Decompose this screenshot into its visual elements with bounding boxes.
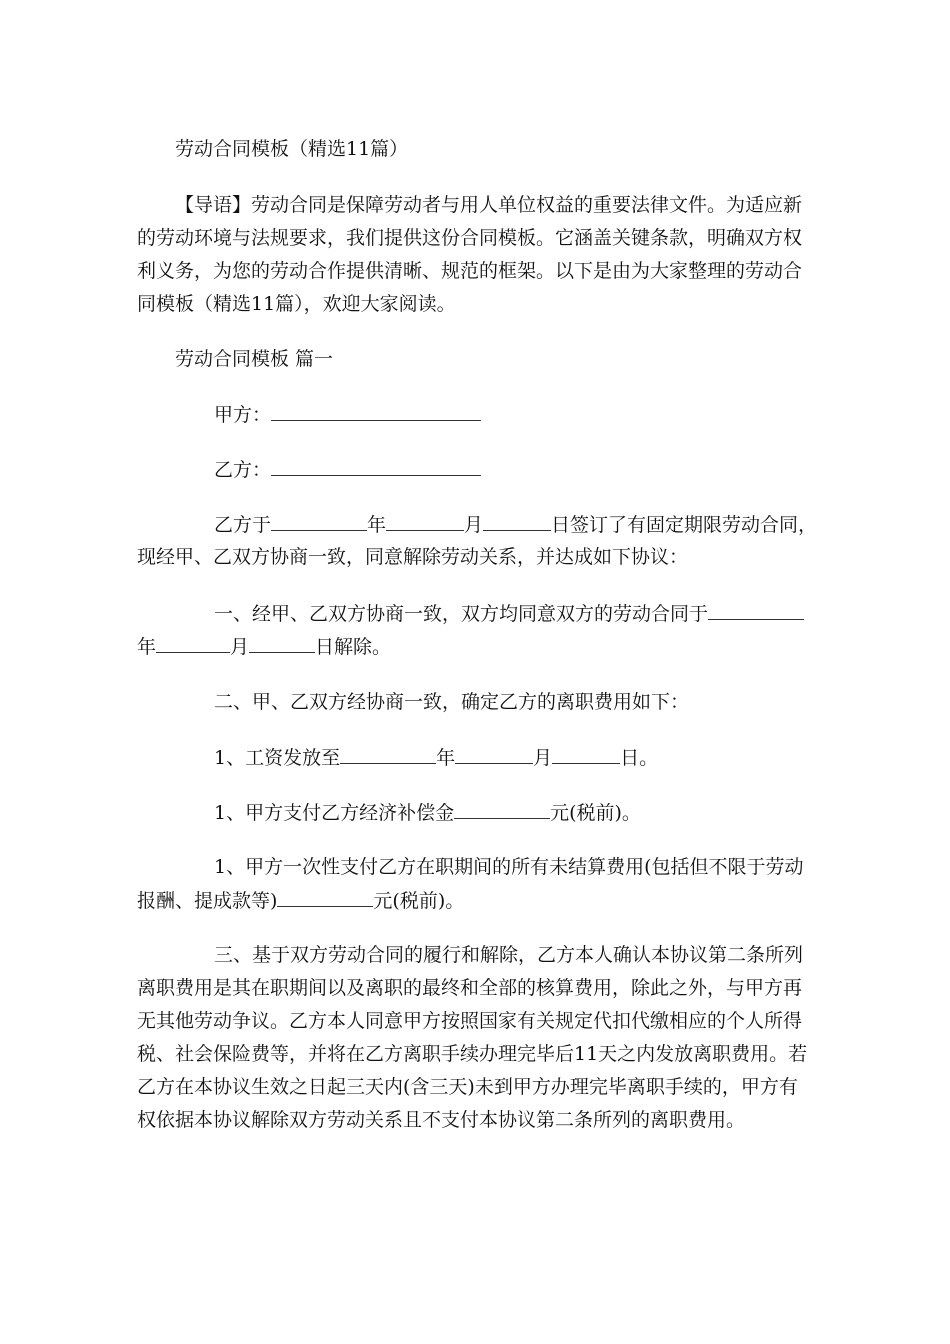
sign-day-suffix: 日签订了有固定期限劳动合同， (551, 514, 818, 536)
party-a-label: 甲方： (214, 404, 272, 426)
item-other-suffix: 元(税前)。 (373, 890, 465, 912)
clause-1-day-suffix: 日解除。 (315, 636, 392, 658)
sign-date-line (214, 512, 817, 537)
sign-year-blank (271, 512, 367, 531)
clause-1-line-2 (137, 634, 391, 659)
item-wage-prefix: 1、工资发放至 (214, 747, 341, 769)
item-wage-month-label: 月 (533, 747, 553, 769)
item-other-line-1: 1、甲方一次性支付乙方在职期间的所有未结算费用(包括但不限于劳动 (214, 856, 804, 878)
item-other-prefix: 报酬、提成款等) (137, 890, 278, 912)
clause-3-line-1: 三、基于双方劳动合同的履行和解除，乙方本人确认本协议第二条所列 (214, 944, 804, 966)
clause-3-line-4: 税、社会保险费等，并将在乙方离职手续办理完毕后11天之内发放离职费用。若 (137, 1043, 808, 1065)
item-wage-month-blank (455, 745, 533, 764)
clause-3-line-5: 乙方在本协议生效之日起三天内(含三天)未到甲方办理完毕离职手续的，甲方有 (137, 1076, 798, 1098)
item-wage-year-blank (340, 745, 436, 764)
sign-date-line-2: 现经甲、乙双方协商一致，同意解除劳动关系，并达成如下协议： (137, 546, 689, 568)
clause-3-line-2: 离职费用是其在职期间以及离职的最终和全部的核算费用，除此之外，与甲方再 (137, 977, 803, 999)
clause-1-year-blank (708, 601, 804, 620)
party-a-line (214, 402, 481, 427)
clause-1-month-label: 月 (230, 636, 250, 658)
item-other-amount-blank (277, 888, 373, 907)
item-other-line-2 (137, 888, 464, 913)
section-heading: 劳动合同模板 篇一 (175, 348, 334, 370)
item-wage-day-blank (552, 745, 620, 764)
item-wage-year-label: 年 (436, 747, 456, 769)
sign-month-blank (386, 512, 464, 531)
clause-1-line-1 (214, 601, 804, 626)
party-b-line (214, 457, 481, 482)
clause-1-day-blank (249, 634, 315, 653)
intro-line-2: 的劳动环境与法规要求，我们提供这份合同模板。它涵盖关键条款，明确双方权 (137, 227, 803, 249)
intro-line-4: 同模板（精选11篇），欢迎大家阅读。 (137, 293, 456, 315)
item-comp-prefix: 1、甲方支付乙方经济补偿金 (214, 802, 455, 824)
sign-day-blank (483, 512, 551, 531)
clause-1-year-label: 年 (137, 636, 157, 658)
item-compensation (214, 800, 641, 825)
intro-line-1: 【导语】劳动合同是保障劳动者与用人单位权益的重要法律文件。为适应新 (175, 194, 803, 216)
sign-prefix: 乙方于 (214, 514, 272, 536)
clause-3-line-6: 权依据本协议解除双方劳动关系且不支付本协议第二条所列的离职费用。 (137, 1109, 746, 1131)
party-a-blank (271, 402, 481, 421)
item-wage (214, 745, 658, 770)
clause-2: 二、甲、乙双方经协商一致，确定乙方的离职费用如下： (214, 691, 690, 713)
clause-1-month-blank (156, 634, 230, 653)
party-b-label: 乙方： (214, 459, 272, 481)
clause-1-text: 一、经甲、乙双方协商一致，双方均同意双方的劳动合同于 (214, 603, 709, 625)
sign-month-label: 月 (464, 514, 484, 536)
intro-line-3: 利义务，为您的劳动合作提供清晰、规范的框架。以下是由为大家整理的劳动合 (137, 260, 803, 282)
sign-year-label: 年 (367, 514, 387, 536)
document-title: 劳动合同模板（精选11篇） (175, 138, 409, 160)
item-comp-suffix: 元(税前)。 (550, 802, 641, 824)
item-wage-day-suffix: 日。 (620, 747, 659, 769)
clause-3-line-3: 无其他劳动争议。乙方本人同意甲方按照国家有关规定代扣代缴相应的个人所得 (137, 1010, 803, 1032)
party-b-blank (271, 457, 481, 476)
item-comp-amount-blank (454, 800, 550, 819)
